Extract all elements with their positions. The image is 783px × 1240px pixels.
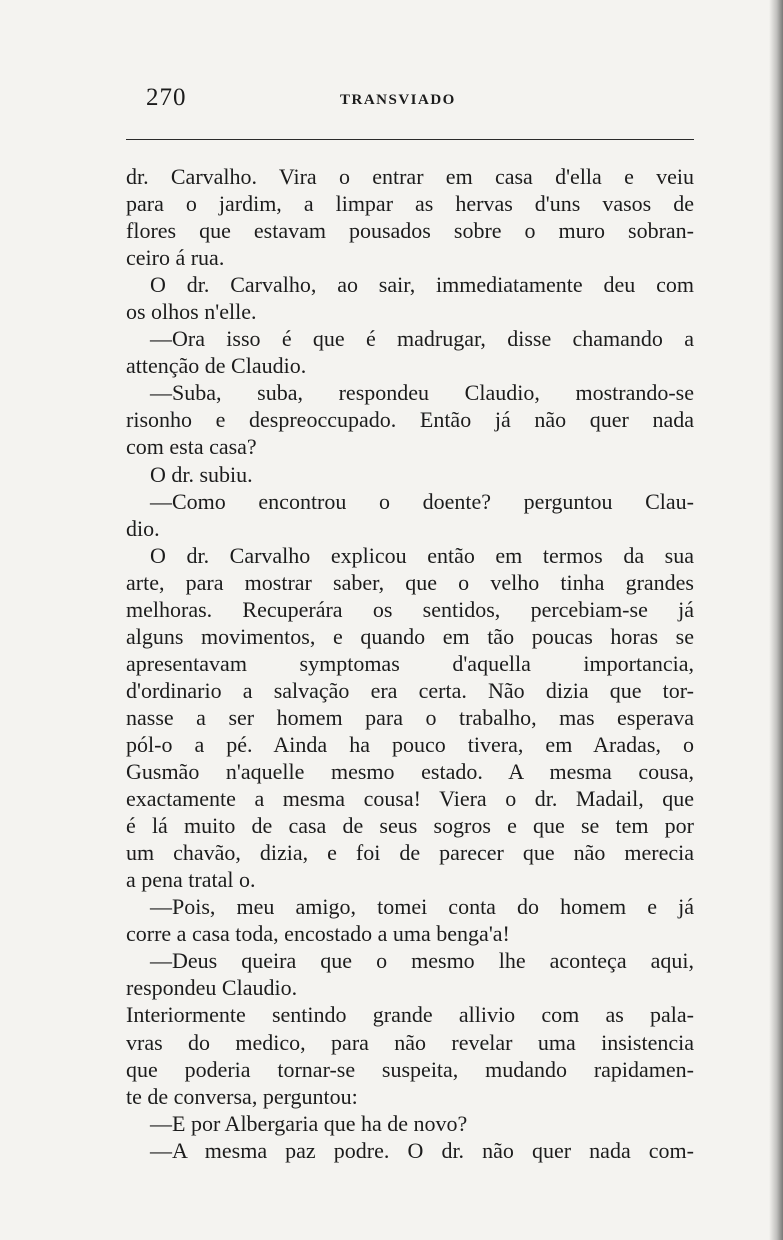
header-rule xyxy=(126,139,694,140)
page-number: 270 xyxy=(146,84,187,111)
text-line: te de conversa, perguntou: xyxy=(126,1083,358,1109)
text-line: os olhos n'elle. xyxy=(126,299,257,325)
text-line: pól-o a pé. Ainda ha pouco tivera, em Aradas, o xyxy=(126,731,694,757)
text-line: attenção de Claudio. xyxy=(126,353,307,379)
body-text xyxy=(126,163,694,1164)
text-line: alguns movimentos, e quando em tão poucas horas se xyxy=(126,623,694,649)
text-line: dr. Carvalho. Vira o entrar em casa d'ella e veiu xyxy=(126,164,694,189)
text-line: corre a casa toda, encostado a uma benga'a! xyxy=(126,921,510,947)
text-line: nasse a ser homem para o trabalho, mas esperava xyxy=(126,704,694,730)
text-line: —Deus queira que o mesmo lhe aconteça aqui, xyxy=(150,948,694,974)
text-line: um chavão, dizia, e foi de parecer que não merecia xyxy=(126,840,694,866)
text-line: que poderia tornar-se suspeita, mudando rapidamen- xyxy=(126,1056,694,1082)
text-line: Interiormente sentindo grande allivio com as pala- xyxy=(126,1002,694,1028)
text-line: dio. xyxy=(126,515,160,541)
text-line: ceiro á rua. xyxy=(126,245,225,271)
text-line: com esta casa? xyxy=(126,434,257,460)
text-line: a pena tratal o. xyxy=(126,867,256,893)
text-line: arte, para mostrar saber, que o velho tinha grandes xyxy=(126,569,694,595)
text-line: O dr. subiu. xyxy=(150,461,253,487)
text-line: —Pois, meu amigo, tomei conta do homem e já xyxy=(150,894,694,920)
text-line: O dr. Carvalho, ao sair, immediatamente deu com xyxy=(150,272,694,298)
text-line: apresentavam symptomas d'aquella importancia, xyxy=(126,650,694,676)
text-line: para o jardim, a limpar as hervas d'uns vasos de xyxy=(126,191,694,217)
text-line: —Como encontrou o doente? perguntou Clau- xyxy=(150,488,694,514)
text-line: vras do medico, para não revelar uma insistencia xyxy=(126,1029,694,1055)
text-line: respondeu Claudio. xyxy=(126,975,298,1001)
text-line: —E por Albergaria que ha de novo? xyxy=(150,1110,468,1136)
page-edge-shadow xyxy=(769,0,783,1240)
text-line: flores que estavam pousados sobre o muro sobran- xyxy=(126,218,694,244)
page-header xyxy=(126,84,694,118)
text-line: —Suba, suba, respondeu Claudio, mostrando-se xyxy=(150,380,694,406)
text-line: é lá muito de casa de seus sogros e que se tem por xyxy=(126,813,694,839)
text-line: —A mesma paz podre. O dr. não quer nada com- xyxy=(150,1137,694,1163)
running-title: TRANSVIADO xyxy=(340,92,456,108)
text-line: —Ora isso é que é madrugar, disse chamando a xyxy=(150,326,694,352)
text-line: exactamente a mesma cousa! Viera o dr. Madail, que xyxy=(126,786,694,812)
text-line: risonho e despreoccupado. Então já não quer nada xyxy=(126,407,694,433)
text-line: melhoras. Recuperára os sentidos, percebiam-se já xyxy=(126,596,694,622)
text-line: Gusmão n'aquelle mesmo estado. A mesma cousa, xyxy=(126,759,694,785)
text-line: d'ordinario a salvação era certa. Não dizia que tor- xyxy=(126,677,694,703)
text-line: O dr. Carvalho explicou então em termos da sua xyxy=(150,542,694,568)
